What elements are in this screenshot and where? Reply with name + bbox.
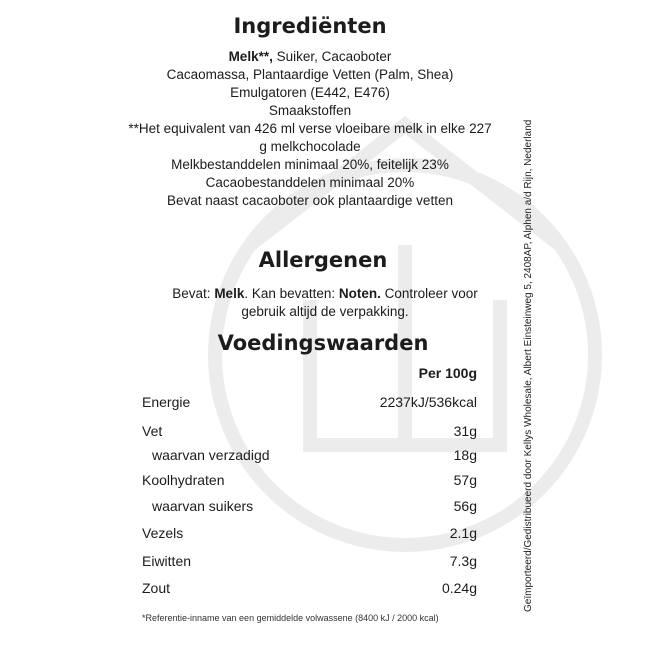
importer-note: Geïmporteerd/Gedistribueerd door Kellys Wholesale, Albert Einsteinweg 5, 2408AP, Alphen a/d Rijn, Nederland — [523, 119, 534, 612]
nutrition-value: 7.3g — [449, 553, 477, 569]
ingredients-line-8: Cacaobestanddelen minimaal 20% — [205, 175, 415, 190]
nutrition-label: Vet — [142, 423, 163, 439]
allergen-may-contain: Noten. — [338, 286, 381, 301]
nutrition-value: 0.24g — [441, 580, 477, 596]
ingredients-line-3: Emulgatoren (E442, E476) — [230, 85, 390, 100]
ingredients-line-7: Melkbestanddelen minimaal 20%, feitelijk 23% — [171, 157, 449, 172]
ingredients-line-5: **Het equivalent van 426 ml verse vloeibare melk in elke 227 — [128, 121, 492, 136]
nutrition-label: Energie — [142, 394, 191, 410]
nutrition-title: Voedingswaarden — [217, 331, 429, 355]
nutrition-label: Zout — [142, 580, 171, 596]
reference-intake-footnote: *Referentie-inname van een gemiddelde volwassene (8400 kJ / 2000 kcal) — [142, 613, 439, 623]
allergens-prefix: Bevat: — [172, 286, 215, 301]
allergens-middle: . Kan bevatten: — [244, 286, 339, 301]
nutrition-label: Eiwitten — [142, 553, 192, 569]
nutrition-per-header: Per 100g — [418, 365, 477, 381]
allergens-line-1 — [0, 285, 650, 303]
nutrition-value: 31g — [453, 423, 477, 439]
nutrition-value: 2237kJ/536kcal — [379, 394, 477, 410]
allergen-contains: Melk — [214, 286, 245, 301]
nutrition-value: 2.1g — [449, 525, 477, 541]
allergens-title: Allergenen — [258, 248, 388, 272]
ingredients-line-9: Bevat naast cacaoboter ook plantaardige vetten — [167, 193, 453, 208]
nutrition-label: Vezels — [142, 525, 184, 541]
ingredients-line-6: g melkchocolade — [259, 139, 361, 154]
nutrition-value: 56g — [453, 498, 477, 514]
ingredients-line-2: Cacaomassa, Plantaardige Vetten (Palm, Shea) — [166, 67, 454, 82]
allergens-line-2: gebruik altijd de verpakking. — [241, 304, 409, 319]
ingredients-title: Ingrediënten — [233, 14, 387, 38]
nutrition-label: Koolhydraten — [142, 472, 225, 488]
ingredients-line-1 — [0, 48, 620, 66]
ingredient-milk: Melk**, — [228, 49, 273, 64]
nutrition-label: waarvan suikers — [152, 498, 254, 514]
ingredient-line-1-rest: Suiker, Cacaoboter — [272, 49, 392, 64]
allergens-suffix: Controleer voor — [380, 286, 478, 301]
nutrition-value: 18g — [453, 447, 477, 463]
ingredients-line-4: Smaakstoffen — [268, 103, 352, 118]
nutrition-label: waarvan verzadigd — [152, 447, 270, 463]
nutrition-value: 57g — [453, 472, 477, 488]
